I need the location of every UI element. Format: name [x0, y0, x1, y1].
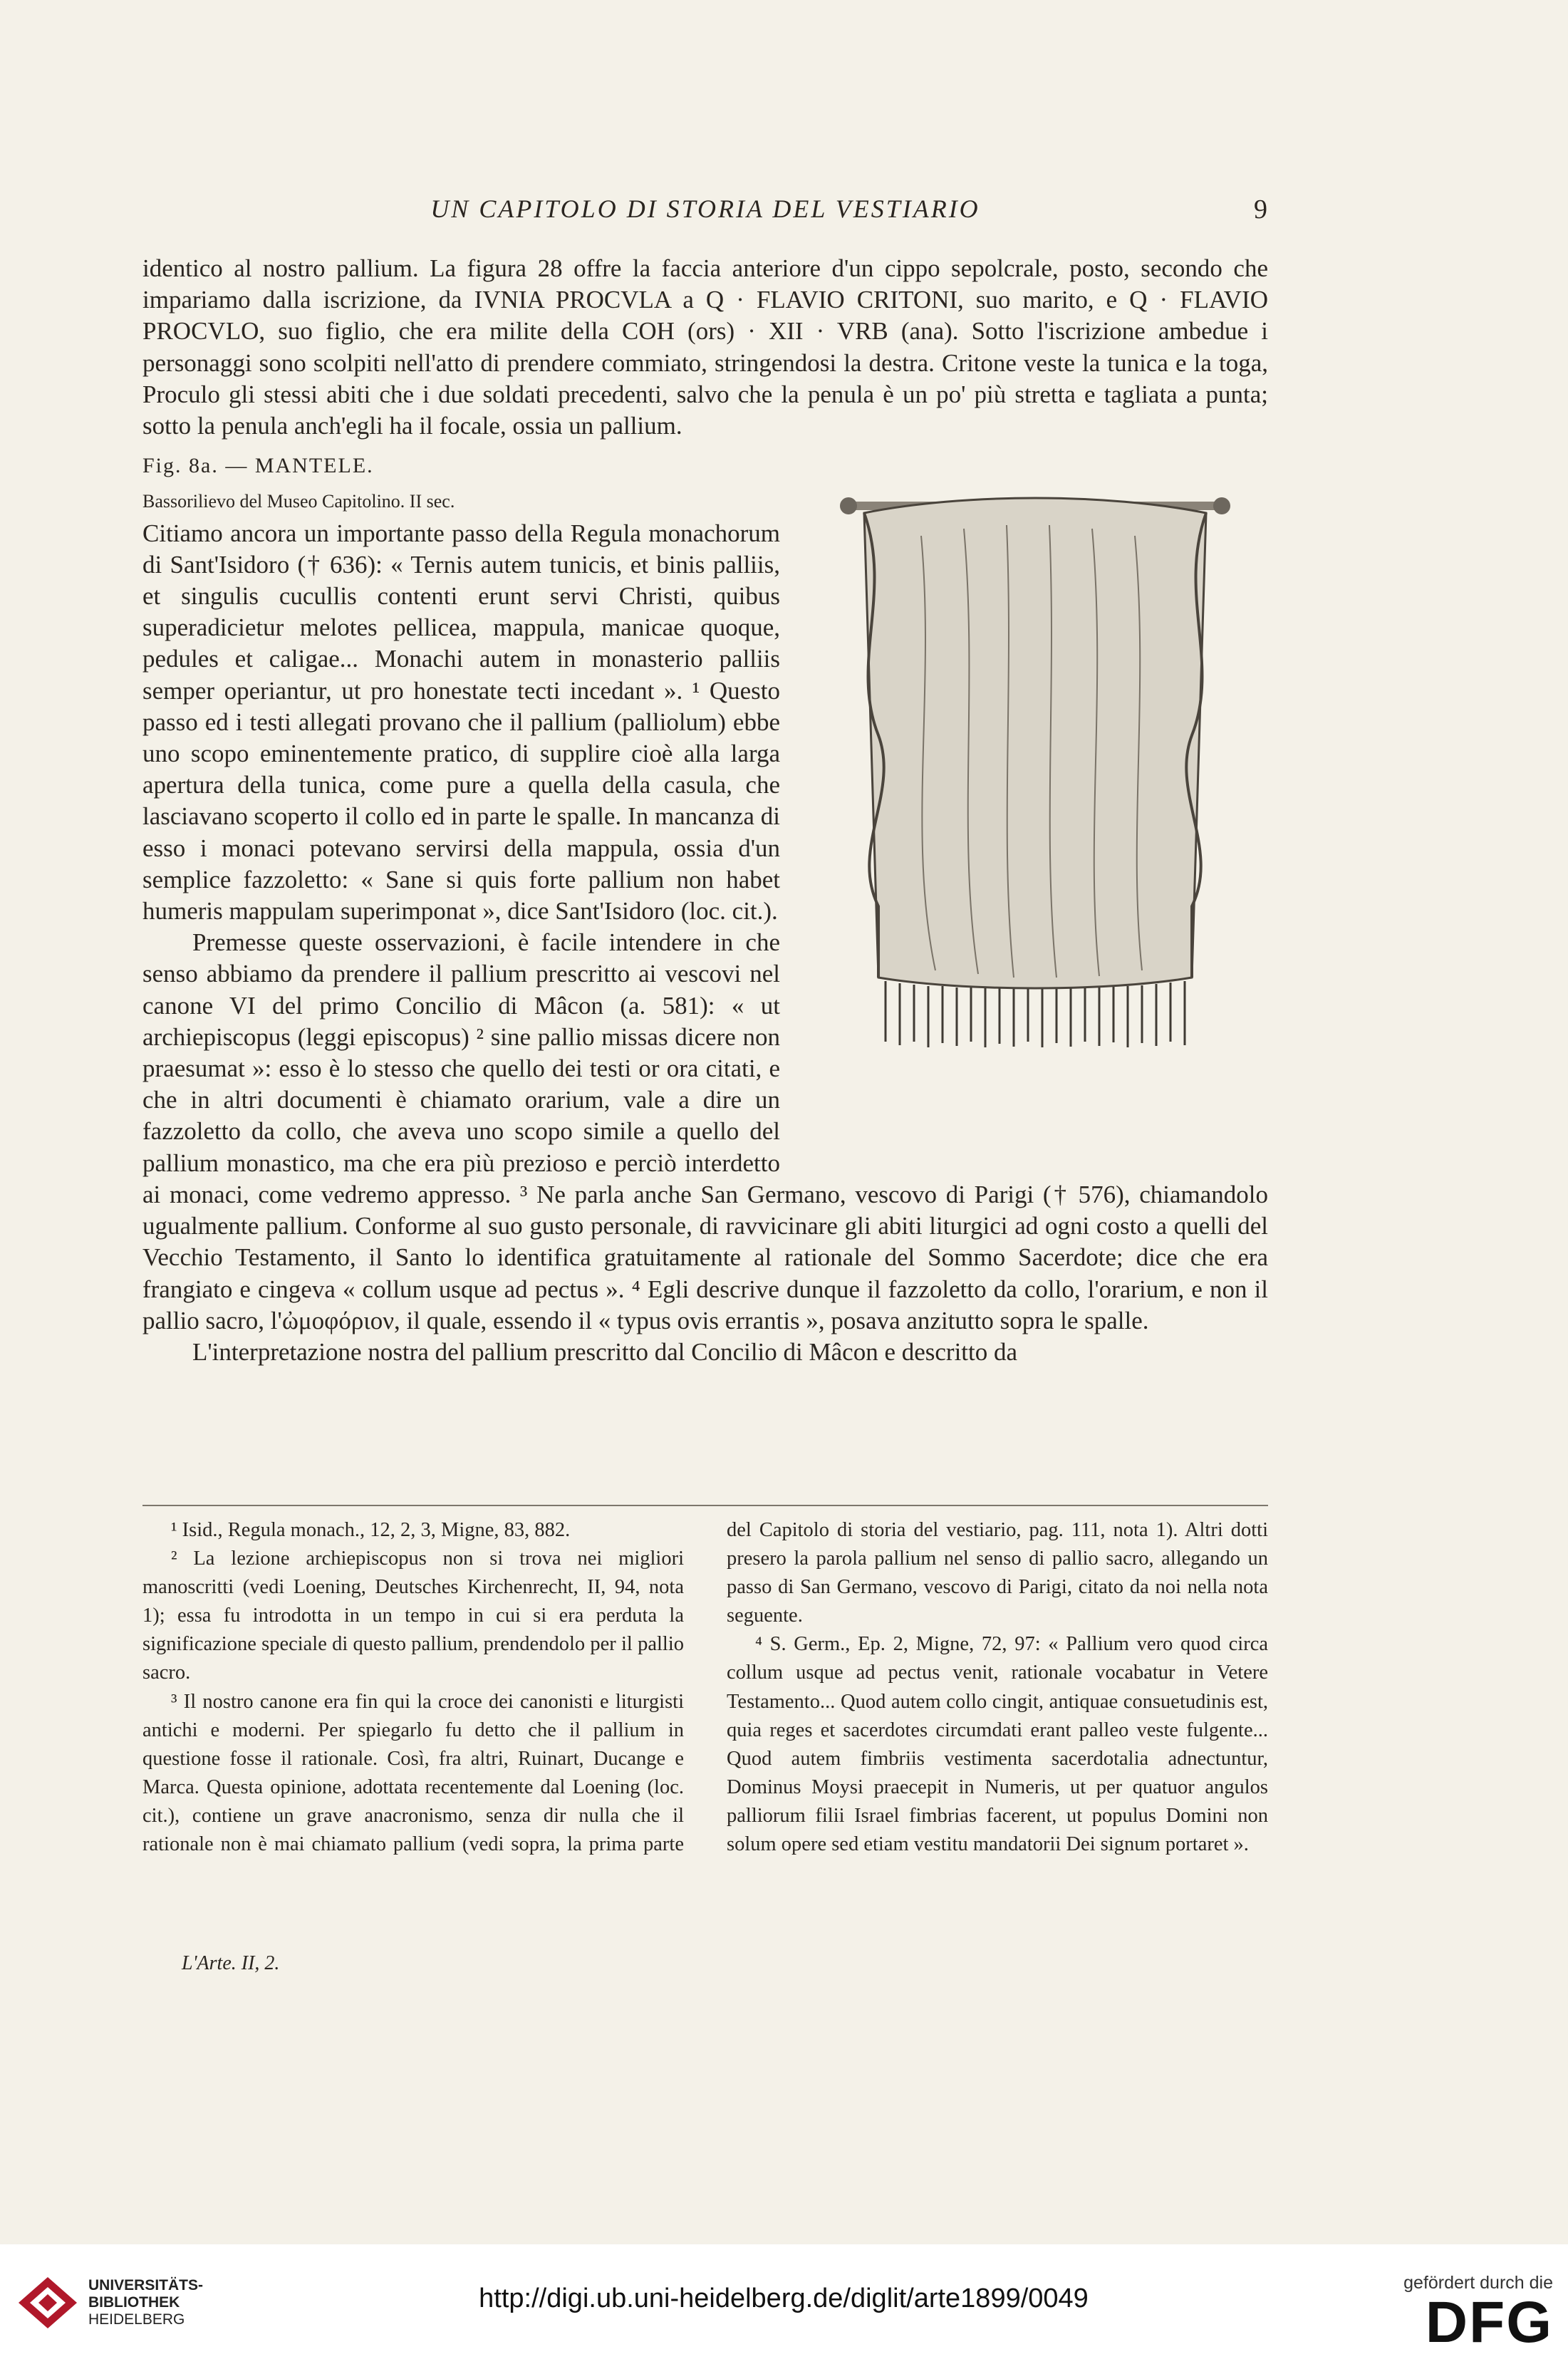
page-number: 9 [1254, 195, 1267, 224]
figure-source: Bassorilievo del Museo Capitolino. II sec. [142, 491, 455, 512]
sponsor [1339, 2273, 1553, 2355]
footnote: ² La lezione archiepiscopus non si trova nei migliori manoscritti (vedi Loening, Deutsches Kirchenrecht, II, 94, nota 1); essa fu introdotta in un tempo in cui si era perduta la significazione speciale di questo pallium, prendendolo per il pallio sacro. [142, 1548, 684, 1684]
library-logo[interactable] [16, 2274, 203, 2331]
footnote-divider [142, 1505, 1268, 1506]
sponsor-label: gefördert durch die [1403, 2273, 1553, 2293]
paragraph: identico al nostro pallium. La figura 28 offre la faccia anteriore d'un cippo sepolcrale, posto, secondo che impariamo dalla iscrizione, da IVNIA PROCVLA a Q · FLAVIO CRITONI, suo marito, e Q · FLAVIO PROCVLO, suo figlio, che era milite della COH (ors) · XII · VRB (ana). Sotto l'iscrizione ambedue i personaggi sono scolpiti nell'atto di prendere commiato, stringendosi la destra. Critone veste la tunica e la toga, Proculo gli stessi abiti che i due soldati precedenti, salvo che la penula è un po' più stretta e tagliata a punta; sotto la penula anch'egli ha il focale, ossia un pallium. [142, 254, 1268, 440]
library-name-line: HEIDELBERG [88, 2311, 185, 2328]
footnotes [142, 1516, 1268, 1859]
mantele-illustration [836, 479, 1235, 1063]
footnote: ¹ Isid., Regula monach., 12, 2, 3, Migne, 83, 882. [171, 1519, 571, 1541]
source-url-link[interactable]: http://digi.ub.uni-heidelberg.de/diglit/arte1899/0049 [479, 2284, 1089, 2313]
paragraph-text: Citiamo ancora un importante passo della Regula monachorum di Sant'Isidoro († 636): « Ternis autem tunicis, et binis palliis, et singulis cucullis contenti erunt servi Christi, quibus superadicietur melotes pellicea, mappula, manicae quoque, pedules et caligae... Monachi autem in monasterio palliis semper operiantur, ut pro honestate tecti incedant ». ¹ Questo passo ed i testi allegati provano che il pallium (palliolum) ebbe uno scopo eminentemente pratico, di supplire cioè alla larga apertura della tunica, come pure a quella della casula, che lasciavano scoperto il collo ed in parte le spalle. In mancanza di esso i monaci potevano servirsi della mappula, ossia d'un semplice fazzoletto: « Sane si quis forte pallium non habet humeris mappulam superimponat », dice Sant'Isidoro (loc. cit.). [142, 519, 780, 926]
dfg-logo[interactable]: DFG [1425, 2290, 1553, 2355]
footnote: ⁴ S. Germ., Ep. 2, Migne, 72, 97: « Pallium vero quod circa collum usque ad pectus venit, rationale vocabatur in Vetere Testamento... Quod autem collo cingit, antiquae consuetudinis est, quia reges et sacerdotes circumdati erant palleo veste fulgente... Quod autem fimbriis vestimenta sacerdotalia adnectuntur, Dominus Moysi praecepit in Numeris, ut per quatuor angulos palliorum filii Israel fimbrias facerent, ut populus Domini non solum opere sed etiam vestitu mandatorii Dei signum portaret ». [727, 1633, 1268, 1856]
library-name-line: BIBLIOTHEK [88, 2294, 180, 2311]
figure-float [801, 479, 1268, 1177]
running-header: UN CAPITOLO DI STORIA DEL VESTIARIO [430, 195, 980, 223]
library-seal-icon [16, 2274, 80, 2331]
paragraph: Premesse queste osservazioni, è facile intendere in che senso abbiamo da prendere il pallium prescritto ai vescovi nel canone VI del primo Concilio di Mâcon (a. 581): « ut archiepiscopus (leggi episcopus) ² sine pallio missas dicere non praesumat »: esso è lo stesso che quello dei testi or ora citati, e che in altri documenti è chiamato orarium, vale a dire un fazzoletto da collo, che aveva uno scopo simile a quello del pallium monastico, ma che era più prezioso e perciò interdetto ai monaci, come vedremo appresso. ³ Ne parla anche San Germano, vescovo di Parigi († 576), chiamandolo ugualmente pallium. Conforme al suo gusto personale, di ravvicinare gli abiti liturgici ad ogni costo a quelli del Vecchio Testamento, il Santo lo identifica gratuitamente al rationale del Sommo Sacerdote; dice che era frangiato e cingeva « collum usque ad pectus ». ⁴ Egli descrive dunque il fazzoletto da collo, l'orarium, e non il pallio sacro, l'ὠμοφόριον, il quale, essendo il « typus ovis errantis », posava anzitutto sopra le spalle. [142, 928, 1268, 1334]
signature-line: L'Arte. II, 2. [182, 1952, 280, 1974]
figure-caption: Fig. 8a. — MANTELE. [142, 454, 374, 478]
library-name [88, 2277, 203, 2328]
footnote: ³ Il nostro canone era fin qui la croce dei canonisti e liturgisti antichi e moderni. Per spiegarlo fu detto che il pallium in questione fosse il rationale. Così, fra altri, Ruinart, Ducange e Marca. Questa opinione, adottata recentemente dal Loening (loc. cit.), contiene un grave anacronismo, senza dir nulla che il rationale non è mai chiamato pallium (vedi sopra, la prima parte del Capitolo di storia del vestiario, pag. 111, nota 1). Altri dotti presero la parola pallium nel senso di pallio sacro, allegando un passo di San Germano, vescovo di Parigi, citato da noi nella nota seguente. [142, 1519, 1268, 1856]
body-text [142, 253, 1268, 1368]
paragraph: L'interpretazione nostra del pallium prescritto dal Concilio di Mâcon e descritto da [192, 1337, 1018, 1366]
library-name-line: UNIVERSITÄTS- [88, 2277, 204, 2293]
